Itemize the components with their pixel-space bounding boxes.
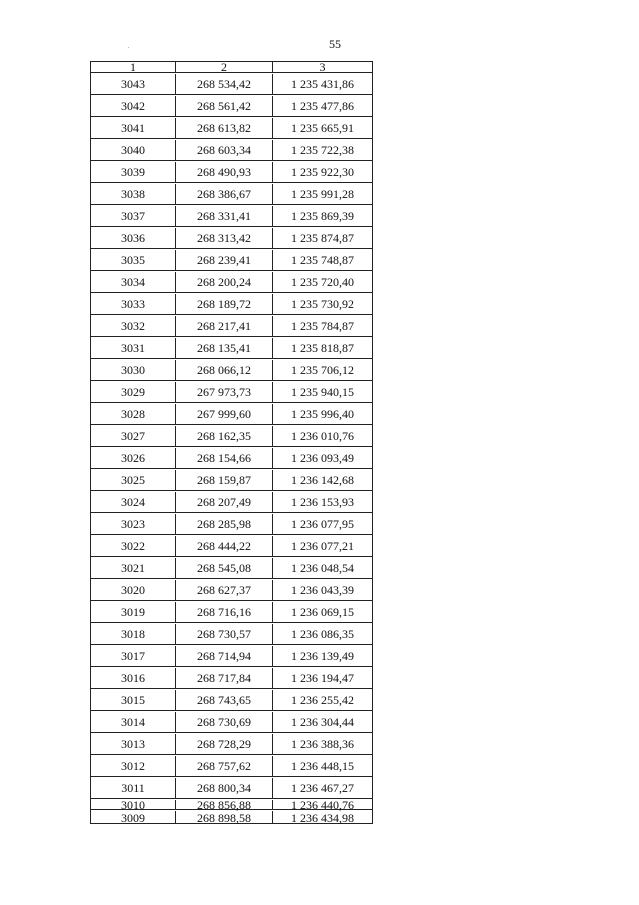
table-row <box>91 536 372 557</box>
y-coordinate-cell: 1 236 043,39 <box>291 582 354 597</box>
table-header-row <box>91 59 372 74</box>
x-coordinate-cell: 268 717,84 <box>176 668 273 688</box>
y-coordinate-cell: 1 236 467,27 <box>291 780 354 795</box>
table-row <box>91 316 372 337</box>
x-coordinate-cell: 267 999,60 <box>176 404 273 424</box>
y-coordinate-cell: 1 236 010,76 <box>291 428 354 443</box>
x-coordinate-cell: 268 285,98 <box>176 514 273 534</box>
point-number-cell: 3025 <box>91 470 176 490</box>
point-number-cell: 3015 <box>91 690 176 710</box>
table-row <box>91 404 372 425</box>
point-number-cell: 3026 <box>91 448 176 468</box>
table-row <box>91 778 372 799</box>
y-coordinate-cell: 1 236 077,95 <box>291 516 354 531</box>
table-row <box>91 690 372 711</box>
x-coordinate-cell: 268 217,41 <box>176 316 273 336</box>
x-coordinate-cell: 268 066,12 <box>176 360 273 380</box>
y-coordinate-cell: 1 236 069,15 <box>291 604 354 619</box>
table-row <box>91 756 372 777</box>
table-row <box>91 338 372 359</box>
y-coordinate-cell: 1 235 940,15 <box>291 384 354 399</box>
y-coordinate-cell: 1 235 431,86 <box>291 76 354 91</box>
table-row <box>91 646 372 667</box>
x-coordinate-cell: 268 444,22 <box>176 536 273 556</box>
y-coordinate-cell: 1 235 706,12 <box>291 362 354 377</box>
table-row <box>91 206 372 227</box>
x-coordinate-cell: 268 730,69 <box>176 712 273 732</box>
table-row <box>91 712 372 733</box>
point-number-cell: 3041 <box>91 118 176 138</box>
scan-mark <box>128 47 129 48</box>
x-coordinate-cell: 268 490,93 <box>176 162 273 182</box>
y-coordinate-cell: 1 235 996,40 <box>291 406 354 421</box>
table-row <box>91 448 372 469</box>
x-coordinate-cell: 268 386,67 <box>176 184 273 204</box>
point-number-cell: 3040 <box>91 140 176 160</box>
x-coordinate-cell: 268 534,42 <box>176 74 273 94</box>
x-coordinate-cell: 268 757,62 <box>176 756 273 776</box>
point-number-cell: 3013 <box>91 734 176 754</box>
x-coordinate-cell: 268 545,08 <box>176 558 273 578</box>
point-number-cell: 3017 <box>91 646 176 666</box>
point-number-cell: 3010 <box>91 800 176 809</box>
point-number-cell: 3036 <box>91 228 176 248</box>
point-number-cell: 3023 <box>91 514 176 534</box>
point-number-cell: 3019 <box>91 602 176 622</box>
y-coordinate-cell: 1 236 194,47 <box>291 670 354 685</box>
point-number-cell: 3016 <box>91 668 176 688</box>
y-coordinate-cell: 1 235 665,91 <box>291 120 354 135</box>
x-coordinate-cell: 268 561,42 <box>176 96 273 116</box>
x-coordinate-cell: 268 154,66 <box>176 448 273 468</box>
x-coordinate-cell: 268 627,37 <box>176 580 273 600</box>
y-coordinate-cell: 1 235 730,92 <box>291 296 354 311</box>
x-coordinate-cell: 268 135,41 <box>176 338 273 358</box>
y-coordinate-cell: 1 235 748,87 <box>291 252 354 267</box>
x-coordinate-cell: 268 898,58 <box>176 811 273 824</box>
x-coordinate-cell: 268 613,82 <box>176 118 273 138</box>
table-row <box>91 624 372 645</box>
point-number-cell: 3027 <box>91 426 176 446</box>
x-coordinate-cell: 268 162,35 <box>176 426 273 446</box>
y-coordinate-cell: 1 236 048,54 <box>291 560 354 575</box>
point-number-cell: 3030 <box>91 360 176 380</box>
header-col-3: 3 <box>319 59 326 74</box>
y-coordinate-cell: 1 236 139,49 <box>291 648 354 663</box>
point-number-cell: 3009 <box>91 811 176 824</box>
point-number-cell: 3043 <box>91 74 176 94</box>
x-coordinate-cell: 268 239,41 <box>176 250 273 270</box>
coordinates-table <box>90 61 373 824</box>
table-row <box>91 162 372 183</box>
table-row <box>91 184 372 205</box>
point-number-cell: 3035 <box>91 250 176 270</box>
point-number-cell: 3020 <box>91 580 176 600</box>
table-row <box>91 558 372 579</box>
x-coordinate-cell: 267 973,73 <box>176 382 273 402</box>
table-row <box>91 797 372 812</box>
y-coordinate-cell: 1 236 086,35 <box>291 626 354 641</box>
x-coordinate-cell: 268 207,49 <box>176 492 273 512</box>
y-coordinate-cell: 1 236 153,93 <box>291 494 354 509</box>
y-coordinate-cell: 1 235 784,87 <box>291 318 354 333</box>
x-coordinate-cell: 268 730,57 <box>176 624 273 644</box>
header-col-2: 2 <box>176 62 273 72</box>
point-number-cell: 3032 <box>91 316 176 336</box>
x-coordinate-cell: 268 728,29 <box>176 734 273 754</box>
x-coordinate-cell: 268 603,34 <box>176 140 273 160</box>
y-coordinate-cell: 1 236 448,15 <box>291 758 354 773</box>
y-coordinate-cell: 1 235 722,38 <box>291 142 354 157</box>
page-number: 55 <box>329 37 341 51</box>
header-col-1: 1 <box>91 62 176 72</box>
x-coordinate-cell: 268 716,16 <box>176 602 273 622</box>
y-coordinate-cell: 1 235 720,40 <box>291 274 354 289</box>
point-number-cell: 3014 <box>91 712 176 732</box>
table-row <box>91 140 372 161</box>
y-coordinate-cell: 1 236 434,98 <box>291 810 354 825</box>
table-row <box>91 96 372 117</box>
x-coordinate-cell: 268 200,24 <box>176 272 273 292</box>
point-number-cell: 3039 <box>91 162 176 182</box>
point-number-cell: 3029 <box>91 382 176 402</box>
y-coordinate-cell: 1 236 142,68 <box>291 472 354 487</box>
y-coordinate-cell: 1 235 869,39 <box>291 208 354 223</box>
point-number-cell: 3011 <box>91 778 176 798</box>
point-number-cell: 3021 <box>91 558 176 578</box>
x-coordinate-cell: 268 159,87 <box>176 470 273 490</box>
table-row <box>91 382 372 403</box>
table-row <box>91 118 372 139</box>
table-row <box>91 272 372 293</box>
point-number-cell: 3038 <box>91 184 176 204</box>
point-number-cell: 3042 <box>91 96 176 116</box>
x-coordinate-cell: 268 189,72 <box>176 294 273 314</box>
table-row <box>91 492 372 513</box>
point-number-cell: 3037 <box>91 206 176 226</box>
y-coordinate-cell: 1 235 922,30 <box>291 164 354 179</box>
table-row <box>91 426 372 447</box>
y-coordinate-cell: 1 235 874,87 <box>291 230 354 245</box>
point-number-cell: 3034 <box>91 272 176 292</box>
point-number-cell: 3024 <box>91 492 176 512</box>
y-coordinate-cell: 1 236 077,21 <box>291 538 354 553</box>
table-row <box>91 228 372 249</box>
point-number-cell: 3022 <box>91 536 176 556</box>
x-coordinate-cell: 268 714,94 <box>176 646 273 666</box>
table-row <box>91 250 372 271</box>
y-coordinate-cell: 1 236 255,42 <box>291 692 354 707</box>
table-row <box>91 514 372 535</box>
point-number-cell: 3033 <box>91 294 176 314</box>
y-coordinate-cell: 1 236 388,36 <box>291 736 354 751</box>
y-coordinate-cell: 1 235 991,28 <box>291 186 354 201</box>
point-number-cell: 3018 <box>91 624 176 644</box>
table-row <box>91 470 372 491</box>
table-row <box>91 668 372 689</box>
table-row <box>91 811 372 824</box>
x-coordinate-cell: 268 743,65 <box>176 690 273 710</box>
table-row <box>91 580 372 601</box>
x-coordinate-cell: 268 313,42 <box>176 228 273 248</box>
y-coordinate-cell: 1 235 477,86 <box>291 98 354 113</box>
table-row <box>91 74 372 95</box>
y-coordinate-cell: 1 236 440,76 <box>291 797 354 812</box>
point-number-cell: 3012 <box>91 756 176 776</box>
y-coordinate-cell: 1 235 818,87 <box>291 340 354 355</box>
table-row <box>91 294 372 315</box>
y-coordinate-cell: 1 236 304,44 <box>291 714 354 729</box>
point-number-cell: 3028 <box>91 404 176 424</box>
y-coordinate-cell: 1 236 093,49 <box>291 450 354 465</box>
x-coordinate-cell: 268 856,88 <box>176 800 273 809</box>
point-number-cell: 3031 <box>91 338 176 358</box>
table-row <box>91 734 372 755</box>
x-coordinate-cell: 268 331,41 <box>176 206 273 226</box>
table-row <box>91 360 372 381</box>
x-coordinate-cell: 268 800,34 <box>176 778 273 798</box>
table-row <box>91 602 372 623</box>
